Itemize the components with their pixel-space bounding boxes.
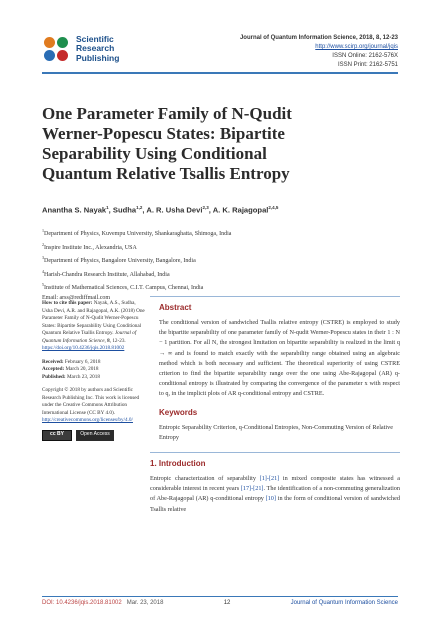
affiliation-item: $^2$Inspire Institute Inc., Alexandria, USA [42, 241, 137, 251]
intro-text: Entropic characterization of separability [1]-[21] in mixed composite states has witnessed a considerable interest in recent years [17]-[21]. The identification of a non-commuting generalization of Abe-Rajagopal (AR) q-conditional entropy [10] in the form of conditional version of sandwiched Tsallis relative [150, 475, 401, 513]
affiliation-item: $^5$Institute of Mathematical Sciences, C.I.T. Campus, Chennai, India [42, 282, 204, 292]
abstract-top-rule [150, 296, 400, 297]
keywords-text: Entropic Separability Criterion, q-Conditional Entropies, Non-Commuting Version of Relative Entropy [159, 423, 393, 441]
page-number: 12 [223, 600, 231, 606]
publisher-name: Scientific Research Publishing [76, 33, 120, 63]
main-content [150, 296, 400, 515]
paper-title: One Parameter Family of N-Qudit Werner-Popescu States: Bipartite Separability Using Conditional Quantum Relative Tsallis Entropy [42, 104, 292, 183]
ref-link[interactable]: [10] [265, 495, 276, 503]
copyright-block: Copyright © 2018 by authors and Scientific Research Publishing Inc. This work is licensed under the Creative Commons Attribution International License (CC BY 4.0). http://creativecommons.org/licenses/by/4.0/ [42, 387, 146, 425]
publisher-logo-icon [42, 34, 72, 64]
footer-doi[interactable]: DOI: 10.4236/jqis.2018.81002 [42, 600, 122, 606]
author-email: Email: arss@rediffmail.com [42, 294, 111, 301]
abstract-heading: Abstract [159, 303, 192, 312]
citation-doi-link[interactable]: https://doi.org/10.4236/jqis.2018.81002 [42, 345, 125, 351]
keywords-heading: Keywords [159, 407, 198, 417]
footer-divider [42, 596, 398, 597]
header-divider [42, 72, 398, 74]
dates-block: Received: February 6, 2018 Accepted: March 20, 2018 Published: March 23, 2018 [42, 358, 101, 380]
affiliation-list [42, 226, 231, 304]
ref-link[interactable]: [1]-[21] [259, 475, 280, 483]
intro-top-rule [150, 452, 400, 453]
issn-print: ISSN Print: 2162-5751 [337, 62, 398, 68]
cc-by-icon[interactable]: cc BY [42, 430, 72, 441]
issn-online: ISSN Online: 2162-576X [332, 53, 398, 59]
citation-block: How to cite this paper: Nayak, A.S., Sudha, Usha Devi, A.R. and Rajagopal, A.K. (2018) One Parameter Family of N-Qudit Werner-Popescu States: Bipartite Separability Using Conditional Quantum Relative Tsallis Entropy. Journal of Quantum Information Science, 8, 12-23. https://doi.org/10.4236/jqis.2018.81002 [42, 300, 145, 351]
footer-date: Mar. 23, 2018 [126, 600, 164, 606]
page-footer [42, 600, 398, 606]
abstract-text: The conditional version of sandwiched Tsallis relative entropy (CSTRE) is employed to study the bipartite separability of one parameter family of N-qudit Werner-Popescu states in their 1 : N − 1 partition. For all N, the strongest limitation on bipartite separability is realized in the limit q → ∞ and is found to match exactly with the separability range obtained using an algebraic method which is both necessary and sufficient. The theoretical superiority of using CSTRE criterion to find the bipartite separability range over the one using Abe-Rajagopal (AR) q-conditional entropy is illustrated by comparing the convergence of the parameter x with respect to q, in the implicit plots of AR q-conditional entropy and CSTRE. [159, 319, 400, 398]
journal-url-link[interactable]: http://www.scirp.org/journal/jqis [315, 44, 398, 50]
open-access-badge: Open Access [76, 430, 114, 441]
publisher-logo [42, 34, 119, 64]
footer-journal: Journal of Quantum Information Science [290, 600, 398, 606]
affiliation-item: $^1$Department of Physics, Kuvempu University, Shankaraghatta, Shimoga, India [42, 228, 232, 237]
article-info-sidebar [42, 300, 146, 441]
affiliation-item: $^4$Harish-Chandra Research Institute, Allahabad, India [42, 268, 170, 278]
ref-link[interactable]: [17]-[21] [240, 485, 264, 493]
license-link[interactable]: http://creativecommons.org/licenses/by/4.0/ [42, 417, 133, 423]
journal-info [240, 34, 398, 70]
intro-heading: 1. Introduction [150, 459, 206, 469]
author-list: Anantha S. Nayak$^1$, Sudha$^{1,2}$, A. R. Usha Devi$^{2,3}$, A. K. Rajagopal$^{2,4,5}$ [42, 205, 279, 215]
journal-citation: Journal of Quantum Information Science, 2018, 8, 12-23 [239, 35, 398, 41]
affiliation-item: $^3$Department of Physics, Bangalore University, Bangalore, India [42, 255, 196, 265]
